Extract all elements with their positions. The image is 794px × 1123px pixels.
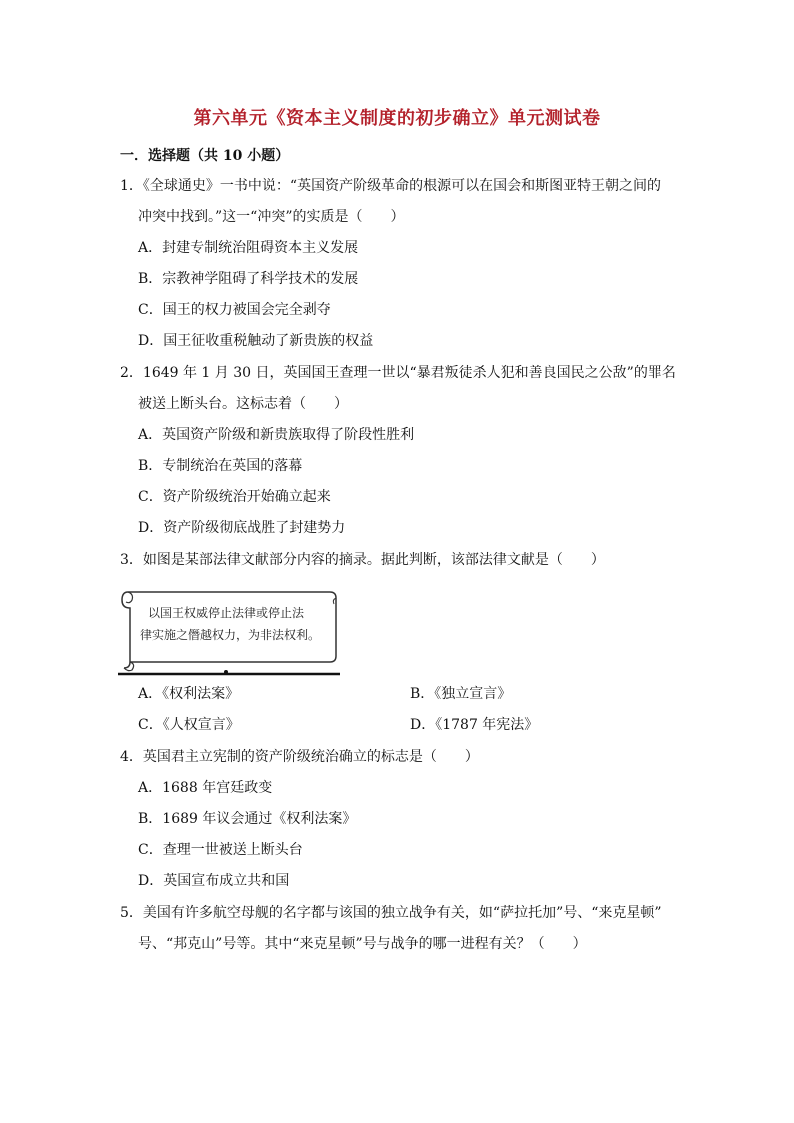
question-3-option-b: B．《独立宣言》 [410,686,512,702]
page-title: 第六单元《资本主义制度的初步确立》单元测试卷 [193,108,601,129]
question-4-stem: 4．英国君主立宪制的资产阶级统治确立的标志是（ ） [120,749,479,765]
question-3-option-d: D．《1787 年宪法》 [410,717,539,733]
question-1-stem-line-1: 1．《全球通史》一书中说：“英国资产阶级革命的根源可以在国会和斯图亚特王朝之间的 [120,178,662,194]
question-1-option-a: A．封建专制统治阻碍资本主义发展 [138,240,359,256]
question-5-stem-line-2: 号、“邦克山”号等。其中“来克星顿”号与战争的哪一进程有关？（ ） [138,936,587,952]
question-2-stem-line-1: 2．1649 年 1 月 30 日，英国国王查理一世以“暴君叛徒杀人犯和善良国民之公敌”的罪名 [120,365,676,381]
question-2-option-a: A．英国资产阶级和新贵族取得了阶段性胜利 [138,427,415,443]
question-1-option-c: C．国王的权力被国会完全剥夺 [138,302,331,318]
question-4-option-b: B．1689 年议会通过《权利法案》 [138,811,357,827]
question-2-option-c: C．资产阶级统治开始确立起来 [138,489,331,505]
question-3-stem: 3．如图是某部法律文献部分内容的摘录。据此判断，该部法律文献是（ ） [120,552,605,568]
question-5-stem-line-1: 5．美国有许多航空母舰的名字都与该国的独立战争有关，如“萨拉托加”号、“来克星顿” [120,905,662,921]
question-3-option-c: C．《人权宣言》 [138,717,240,733]
question-1-stem-line-2: 冲突中找到。”这一“冲突”的实质是（ ） [138,209,405,225]
section-heading: 一．选择题（共 10 小题） [120,148,290,164]
scroll-text-line-1: 以国王权威停止法律或停止法 [148,606,305,620]
question-2-option-d: D．资产阶级彻底战胜了封建势力 [138,520,346,536]
question-3-option-a: A．《权利法案》 [138,686,240,702]
question-2-option-b: B．专制统治在英国的落幕 [138,458,303,474]
question-1-option-d: D．国王征收重税触动了新贵族的权益 [138,333,374,349]
question-4-option-d: D．英国宣布成立共和国 [138,873,290,889]
question-2-stem-line-2: 被送上断头台。这标志着（ ） [138,396,348,412]
question-1-option-b: B．宗教神学阻碍了科学技术的发展 [138,271,359,287]
question-4-option-a: A．1688 年宫廷政变 [138,780,273,796]
scroll-text-line-2: 律实施之僭越权力，为非法权利。 [140,628,321,642]
question-4-option-c: C．查理一世被送上断头台 [138,842,303,858]
law-scroll-figure [118,578,340,676]
